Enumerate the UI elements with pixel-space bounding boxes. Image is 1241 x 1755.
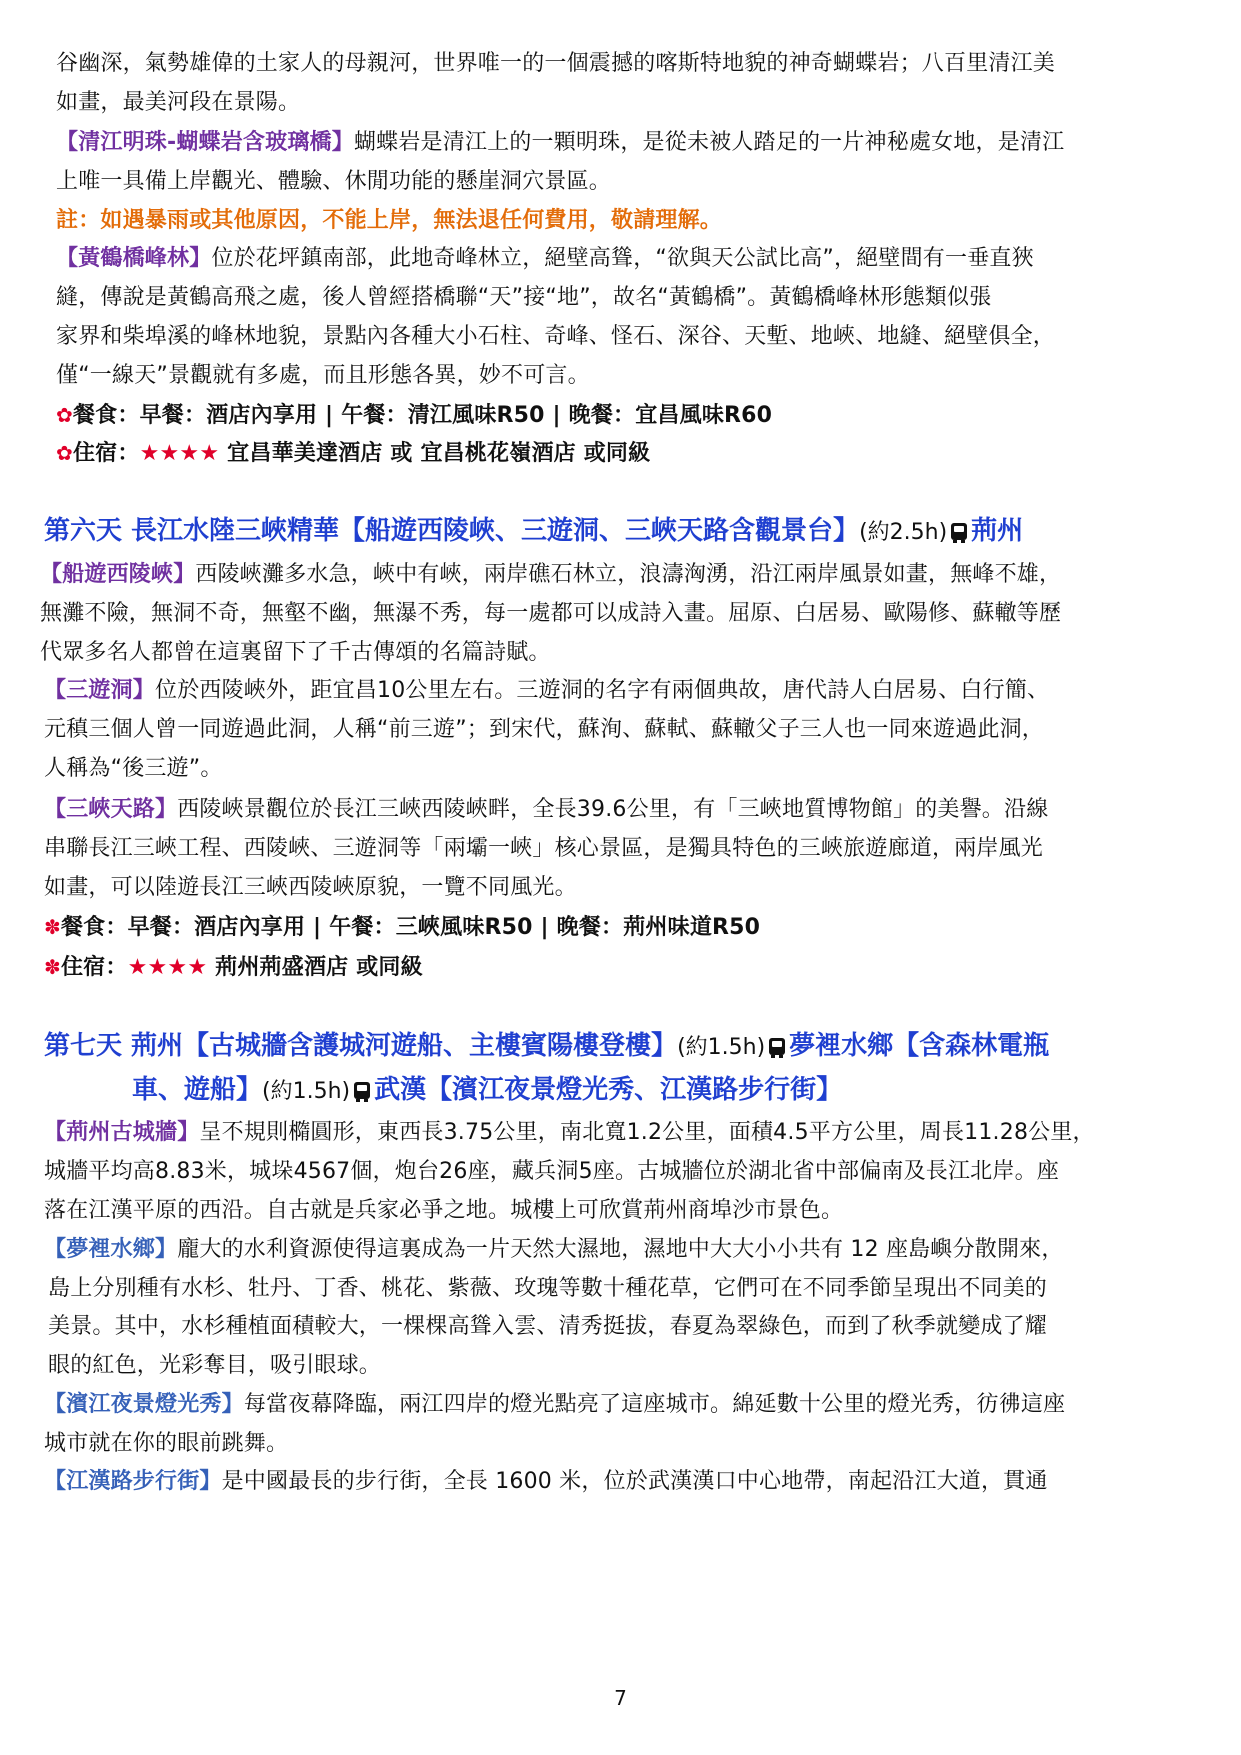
sky-road-paragraph (44, 795, 1048, 825)
night-light-show-paragraph (44, 1390, 1065, 1420)
paragraph-text: 呈不規則橢圓形，東西長3.75公里，南北寬1.2公里，面積4.5平方公里，周長11.28公里， (199, 1120, 1095, 1145)
paragraph-line: 如畫，最美河段在景陽。 (56, 90, 301, 115)
paragraph-line: 上唯一具備上岸觀光、體驗、休閒功能的懸崖洞穴景區。 (56, 169, 612, 194)
paragraph-line: 谷幽深，氣勢雄偉的土家人的母親河，世界唯一的一個震撼的喀斯特地貌的神奇蝴蝶岩；八百里清江美 (56, 51, 1056, 76)
paragraph-text: 西陵峽景觀位於長江三峽西陵峽畔，全長39.6公里，有「三峽地質博物館」的美譽。沿線 (177, 797, 1049, 822)
bus-icon (769, 1038, 785, 1055)
attraction-title: 【濱江夜景燈光秀】 (44, 1392, 244, 1417)
duration: (約2.5h) (859, 520, 948, 545)
paragraph-line: 僅“一線天”景觀就有多處，而且形態各異，妙不可言。 (56, 363, 590, 388)
attraction-title: 【三遊洞】 (44, 678, 156, 703)
page-number: 7 (614, 1686, 627, 1710)
day-7-heading (44, 1028, 1049, 1066)
sanyou-cave-paragraph (44, 676, 1049, 706)
paragraph-line: 代眾多名人都曾在這裏留下了千古傳頌的名篇詩賦。 (40, 640, 551, 665)
attraction-title: 【船遊西陵峽】 (40, 562, 196, 587)
attraction-title: 【荊州古城牆】 (44, 1120, 200, 1145)
day-6-heading (44, 513, 1023, 551)
paragraph-text: 每當夜幕降臨，兩江四岸的燈光點亮了這座城市。綿延數十公里的燈光秀，彷彿這座 (243, 1392, 1066, 1417)
paragraph-text: 西陵峽灘多水急，峽中有峽，兩岸礁石林立，浪濤洶湧，沿江兩岸風景如畫，無峰不雄， (195, 562, 1062, 587)
bus-icon (354, 1082, 370, 1099)
paragraph-line: 縫，傳說是黃鶴高飛之處，後人曾經搭橋聯“天”接“地”，故名“黃鶴橋”。黃鶴橋峰林形態類似張 (56, 285, 992, 310)
hotel-label: 住宿： (60, 955, 128, 980)
bus-icon (951, 523, 967, 540)
paragraph-line: 落在江漢平原的西沿。自古就是兵家必爭之地。城樓上可欣賞荊州商埠沙市景色。 (44, 1198, 844, 1223)
meals-line (56, 400, 772, 431)
paragraph-line: 島上分別種有水杉、牡丹、丁香、桃花、紫薇、玫瑰等數十種花草，它們可在不同季節呈現出不同美的 (48, 1276, 1048, 1301)
hotel-names: 宜昌華美達酒店 或 宜昌桃花嶺酒店 或同級 (219, 441, 651, 466)
hotel-line (56, 438, 650, 469)
crane-bridge-paragraph (56, 244, 1034, 274)
paragraph-line: 城市就在你的眼前跳舞。 (44, 1431, 289, 1456)
xiling-gorge-paragraph (40, 560, 1061, 590)
paragraph-line: 無灘不險，無洞不奇，無壑不幽，無瀑不秀，每一處都可以成詩入畫。屈原、白居易、歐陽修、蘇轍等歷 (40, 601, 1062, 626)
attraction-title: 【三峽天路】 (44, 797, 178, 822)
meals-text: 餐食：早餐：酒店內享用 | 午餐：清江風味R50 | 晚餐：宜昌風味R60 (72, 403, 773, 428)
paragraph-line: 城牆平均高8.83米，城垛4567個，炮台26座，藏兵洞5座。古城牆位於湖北省中部偏南及長江北岸。座 (44, 1159, 1059, 1184)
jianghan-road-paragraph (44, 1467, 1048, 1497)
attraction-title: 【黃鶴橋峰林】 (56, 246, 212, 271)
paragraph-line: 眼的紅色，光彩奪目，吸引眼球。 (48, 1353, 382, 1378)
paragraph-line: 如畫，可以陸遊長江三峽西陵峽原貌，一覽不同風光。 (44, 875, 577, 900)
flower-icon: ✿ (56, 403, 73, 427)
butterfly-rock-paragraph (56, 128, 1064, 158)
note-text: 註：如遇暴雨或其他原因，不能上岸，無法退任何費用，敬請理解。 (56, 208, 723, 233)
hotel-names: 荊州荊盛酒店 或同級 (207, 955, 423, 980)
meals-line (44, 912, 760, 943)
hotel-label: 住宿： (72, 441, 140, 466)
paragraph-text: 蝴蝶岩是清江上的一顆明珠，是從未被人踏足的一片神秘處女地，是清江 (353, 130, 1065, 155)
destination: 夢裡水鄉【含森林電瓶 (789, 1031, 1050, 1061)
attraction-title: 【夢裡水鄉】 (44, 1237, 178, 1262)
paragraph-text: 位於花坪鎮南部，此地奇峰林立，絕壁高聳，“欲與天公試比高”，絕壁間有一垂直狹 (211, 246, 1034, 271)
attraction-title: 【清江明珠-蝴蝶岩含玻璃橋】 (56, 130, 354, 155)
paragraph-line: 人稱為“後三遊”。 (44, 756, 223, 781)
paragraph-text: 龐大的水利資源使得這裏成為一片天然大濕地，濕地中大大小小共有 12 座島嶼分散開來， (177, 1237, 1064, 1262)
dream-water-town-paragraph (44, 1235, 1064, 1265)
flower-icon: ✽ (44, 915, 61, 939)
duration: (約1.5h) (677, 1035, 766, 1060)
duration: (約1.5h) (262, 1079, 351, 1104)
day-title: 第六天 長江水陸三峽精華【船遊西陵峽、三遊洞、三峽天路含觀景台】 (44, 516, 860, 546)
paragraph-line: 串聯長江三峽工程、西陵峽、三遊洞等「兩壩一峽」核心景區，是獨具特色的三峽旅遊廊道，兩岸風光 (44, 836, 1044, 861)
star-rating-icon: ★★★★ (127, 955, 208, 980)
destination: 武漢【濱江夜景燈光秀、江漢路步行街】 (374, 1075, 843, 1105)
paragraph-line: 家界和柴埠溪的峰林地貌，景點內各種大小石柱、奇峰、怪石、深谷、天塹、地峽、地縫、絕壁俱全， (56, 324, 1056, 349)
day-title: 車、遊船】 (132, 1075, 263, 1105)
flower-icon: ✿ (56, 441, 73, 465)
hotel-line (44, 952, 423, 983)
paragraph-line: 美景。其中，水杉種植面積較大，一棵棵高聳入雲、清秀挺拔，春夏為翠綠色，而到了秋季就變成了耀 (48, 1314, 1048, 1339)
day-7-heading-cont (132, 1072, 842, 1110)
paragraph-text: 位於西陵峽外，距宜昌10公里左右。三遊洞的名字有兩個典故，唐代詩人白居易、白行簡、 (155, 678, 1050, 703)
star-rating-icon: ★★★★ (139, 441, 220, 466)
meals-text: 餐食：早餐：酒店內享用 | 午餐：三峽風味R50 | 晚餐：荊州味道R50 (60, 915, 761, 940)
attraction-title: 【江漢路步行街】 (44, 1469, 222, 1494)
destination: 荊州 (971, 516, 1024, 546)
day-title: 第七天 荊州【古城牆含護城河遊船、主樓賓陽樓登樓】 (44, 1031, 678, 1061)
paragraph-line: 元稹三個人曾一同遊過此洞，人稱“前三遊”；到宋代，蘇洵、蘇軾、蘇轍父子三人也一同來遊過此洞， (44, 717, 1044, 742)
paragraph-text: 是中國最長的步行街，全長 1600 米，位於武漢漢口中心地帶，南起沿江大道，貫通 (221, 1469, 1048, 1494)
flower-icon: ✽ (44, 955, 61, 979)
city-wall-paragraph (44, 1118, 1095, 1148)
